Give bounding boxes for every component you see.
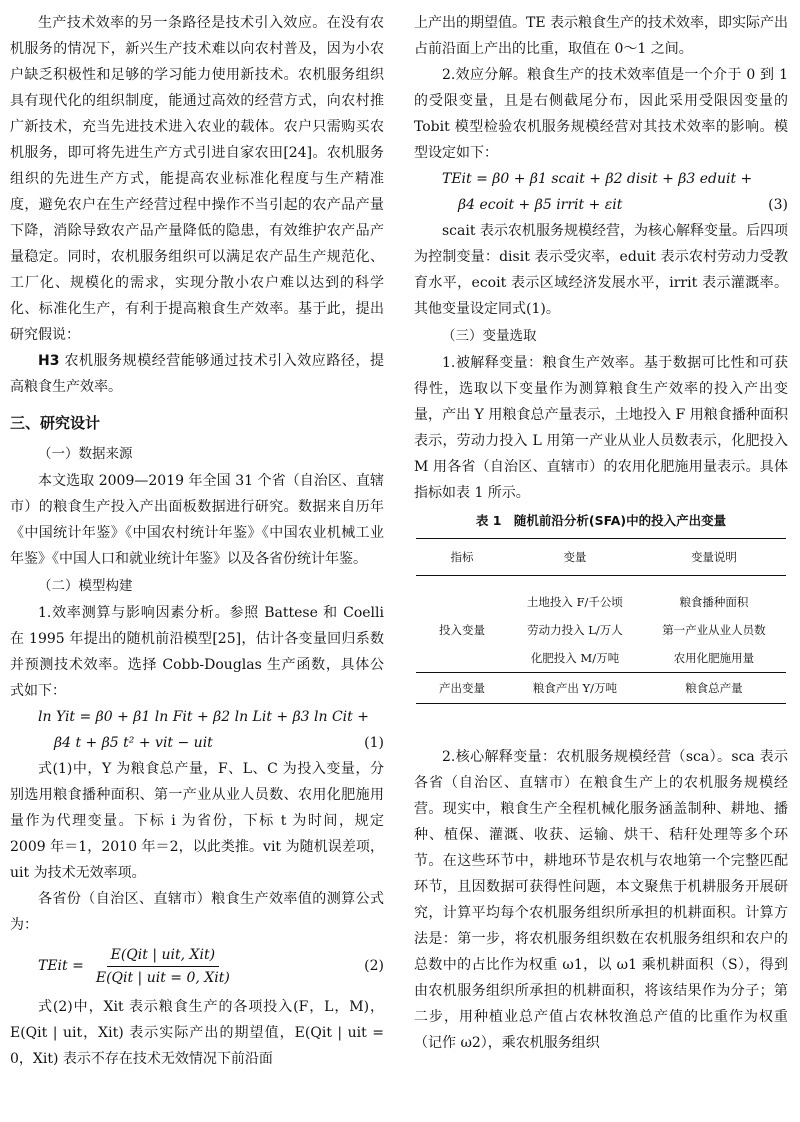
- table-cell: 粮食播种面积: [679, 595, 749, 609]
- equation-1-line-1: ln Yit = β0 + β1 ln Fit + β2 ln Lit + β3 ln Cit +: [38, 709, 369, 725]
- right-column: [414, 10, 788, 1056]
- equation-2: [10, 938, 384, 994]
- equation-2-number: (2): [364, 958, 384, 974]
- equation-3-number: (3): [768, 197, 788, 213]
- equation-3-line-1: TEit = β0 + β1 scait + β2 disit + β3 eduit +: [442, 171, 753, 187]
- table-row: [416, 576, 786, 589]
- table-cell: 土地投入 F/千公顷: [526, 595, 623, 609]
- table-cell-category: 投入变量: [439, 623, 485, 637]
- table-spacer: [414, 704, 788, 744]
- equation-1-number: (1): [364, 735, 384, 751]
- table-cell: 粮食产出 Y/万吨: [508, 673, 642, 704]
- subheading-model: （二）模型构建: [38, 578, 133, 594]
- paragraph-core-variable: 2.核心解释变量：农机服务规模经营（sca）。sca 表示各省（自治区、直辖市）在粮食生产上的农机服务规模经营。现实中，粮食生产全程机械化服务涵盖制种、耕地、播种、植保、灌溉、收获、运输、烘干、秸秆处理等多个环节。在这些环节中，耕地环节是农机与农地第一个完整匹配环节，且因数据可获得性问题，本文聚焦于机耕服务开展研究，计算平均每个农机服务组织所承担的机耕面积。计算方法是：第一步，将农机服务组织数在农机服务组织和农户的总数中的占比作为权重 ω1，以 ω1 乘机耕面积（S），得到由农机服务组织所承担的机耕面积，将该结果作为分子；第二步，用种植业总产值占农林牧渔总产值的比重作为权重（记作 ω2），乘农机服务组织: [414, 749, 788, 1051]
- table-cell: 劳动力投入 L/万人: [527, 623, 623, 637]
- paragraph-te-formula: 各省份（自治区、直辖市）粮食生产效率值的测算公式为：: [10, 891, 384, 933]
- subheading-data-source: （一）数据来源: [38, 446, 133, 462]
- table-cell: 化肥投入 M/万吨: [530, 651, 620, 665]
- table-header-row: [416, 539, 786, 576]
- table-header: 变量说明: [642, 539, 786, 576]
- paragraph-tech-intro: 生产技术效率的另一条路径是技术引入效应。在没有农机服务的情况下，新兴生产技术难以向农村普及，因为小农户缺乏积极性和足够的学习能力使用新技术。农机服务组织具有现代化的组织制度，能通过高效的经营方式，向农村推广新技术，充当先进技术进入农业的载体。农户只需购买农机服务，即可将先进生产方式引进自家农田[24]。农机服务组织的先进生产方式，能提高农业标准化程度与生产精准度，避免农户在生产经营过程中操作不当引起的农产品产量下降，消除导致农产品产量降低的隐患，有效维护农产品产量稳定。同时，农机服务组织可以满足农产品生产规范化、工厂化、规模化的需求，实现分散小农户难以达到的科学化、标准化生产，有利于提高粮食生产效率。基于此，提出研究假说：: [10, 15, 384, 343]
- equation-2-denominator: E(Qit | uit = 0, Xit): [95, 969, 230, 986]
- hypothesis-label: H3: [38, 353, 60, 369]
- paragraph-model: 1.效率测算与影响因素分析。参照 Battese 和 Coelli 在 1995 年提出的随机前沿模型[25]，估计各变量回归系数并预测技术效率。选择 Cobb-Douglas 生产函数，具体公式如下：: [10, 605, 384, 699]
- paragraph-eq2-explanation: 式(2)中，Xit 表示粮食生产的各项投入(F，L，M)，E(Qit | uit，Xit) 表示实际产出的期望值，E(Qit | uit = 0，Xit) 表示不存在技术无效情况下前沿面: [10, 999, 384, 1067]
- paragraph-control-variables: scait 表示农机服务规模经营，为核心解释变量。后四项为控制变量：disit 表示受灾率，eduit 表示农村劳动力受教育水平，ecoit 表示区域经济发展水平，irrit 表示灌溉率。其他变量设定同式(1)。: [414, 223, 788, 317]
- equation-2-numerator: E(Qit | uit, Xit): [107, 944, 219, 967]
- table-cell: 粮食总产量: [642, 673, 786, 704]
- table-cell: 第一产业从业人员数: [662, 623, 766, 637]
- hypothesis-h3: [10, 348, 384, 400]
- equation-3-line-2: β4 ecoit + β5 irrit + εit (3): [414, 192, 788, 218]
- paragraph-eq1-explanation: 式(1)中，Y 为粮食总产量，F、L、C 为投入变量，分别选用粮食播种面积、第一产业从业人员数、农用化肥施用量作为代理变量。下标 i 为省份，下标 t 为时间，规定 2009 年＝1，2010 年＝2，以此类推。vit 为随机误差项，uit 为技术无效率项。: [10, 761, 384, 881]
- paragraph-data-source: 本文选取 2009—2019 年全国 31 个省（自治区、直辖市）的粮食生产投入产出面板数据进行研究。数据来自历年《中国统计年鉴》《中国农村统计年鉴》《中国农业机械工业年鉴》《中国人口和就业统计年鉴》以及各省份统计年鉴。: [10, 473, 384, 567]
- equation-2-lhs: TEit =: [38, 958, 84, 974]
- table-row: [416, 673, 786, 704]
- hypothesis-text: 农机服务规模经营能够通过技术引入效应路径，提高粮食生产效率。: [10, 353, 384, 395]
- subheading-variables: （三）变量选取: [442, 328, 537, 344]
- table-row: [416, 588, 786, 616]
- paragraph-te-cont: 上产出的期望值。TE 表示粮食生产的技术效率，即实际产出占前沿面上产出的比重，取值在 0～1 之间。: [414, 15, 789, 57]
- table-cell-category: 产出变量: [416, 673, 508, 704]
- paragraph-dependent-variable: 1.被解释变量：粮食生产效率。基于数据可比性和可获得性，选取以下变量作为测算粮食生产效率的投入产出变量，产出 Y 用粮食总产量表示，土地投入 F 用粮食播种面积表示，劳动力投入 L 用第一产业从业人员数表示，化肥投入 M 用各省（自治区、直辖市）的农用化肥施用量表示。具体指标如表 1 所示。: [414, 355, 788, 501]
- table-header: 指标: [416, 539, 508, 576]
- table-cell: 农用化肥施用量: [673, 651, 755, 665]
- section-heading-research-design: 三、研究设计: [10, 414, 101, 432]
- equation-2-fraction: [92, 944, 234, 989]
- table-header: 变量: [508, 539, 642, 576]
- paragraph-effect-decomposition: 2.效应分解。粮食生产的技术效率值是一个介于 0 到 1 的受限变量，且是右侧截尾分布，因此采用受限因变量的 Tobit 模型检验农机服务规模经营对其技术效率的影响。模型设定如下：: [414, 67, 788, 161]
- left-column: [10, 10, 384, 1072]
- table-1: [416, 538, 786, 704]
- equation-1-line-2: β4 t + β5 t² + vit − uit (1): [10, 730, 384, 756]
- table-1-title: 表 1 随机前沿分析(SFA)中的投入产出变量: [475, 513, 727, 528]
